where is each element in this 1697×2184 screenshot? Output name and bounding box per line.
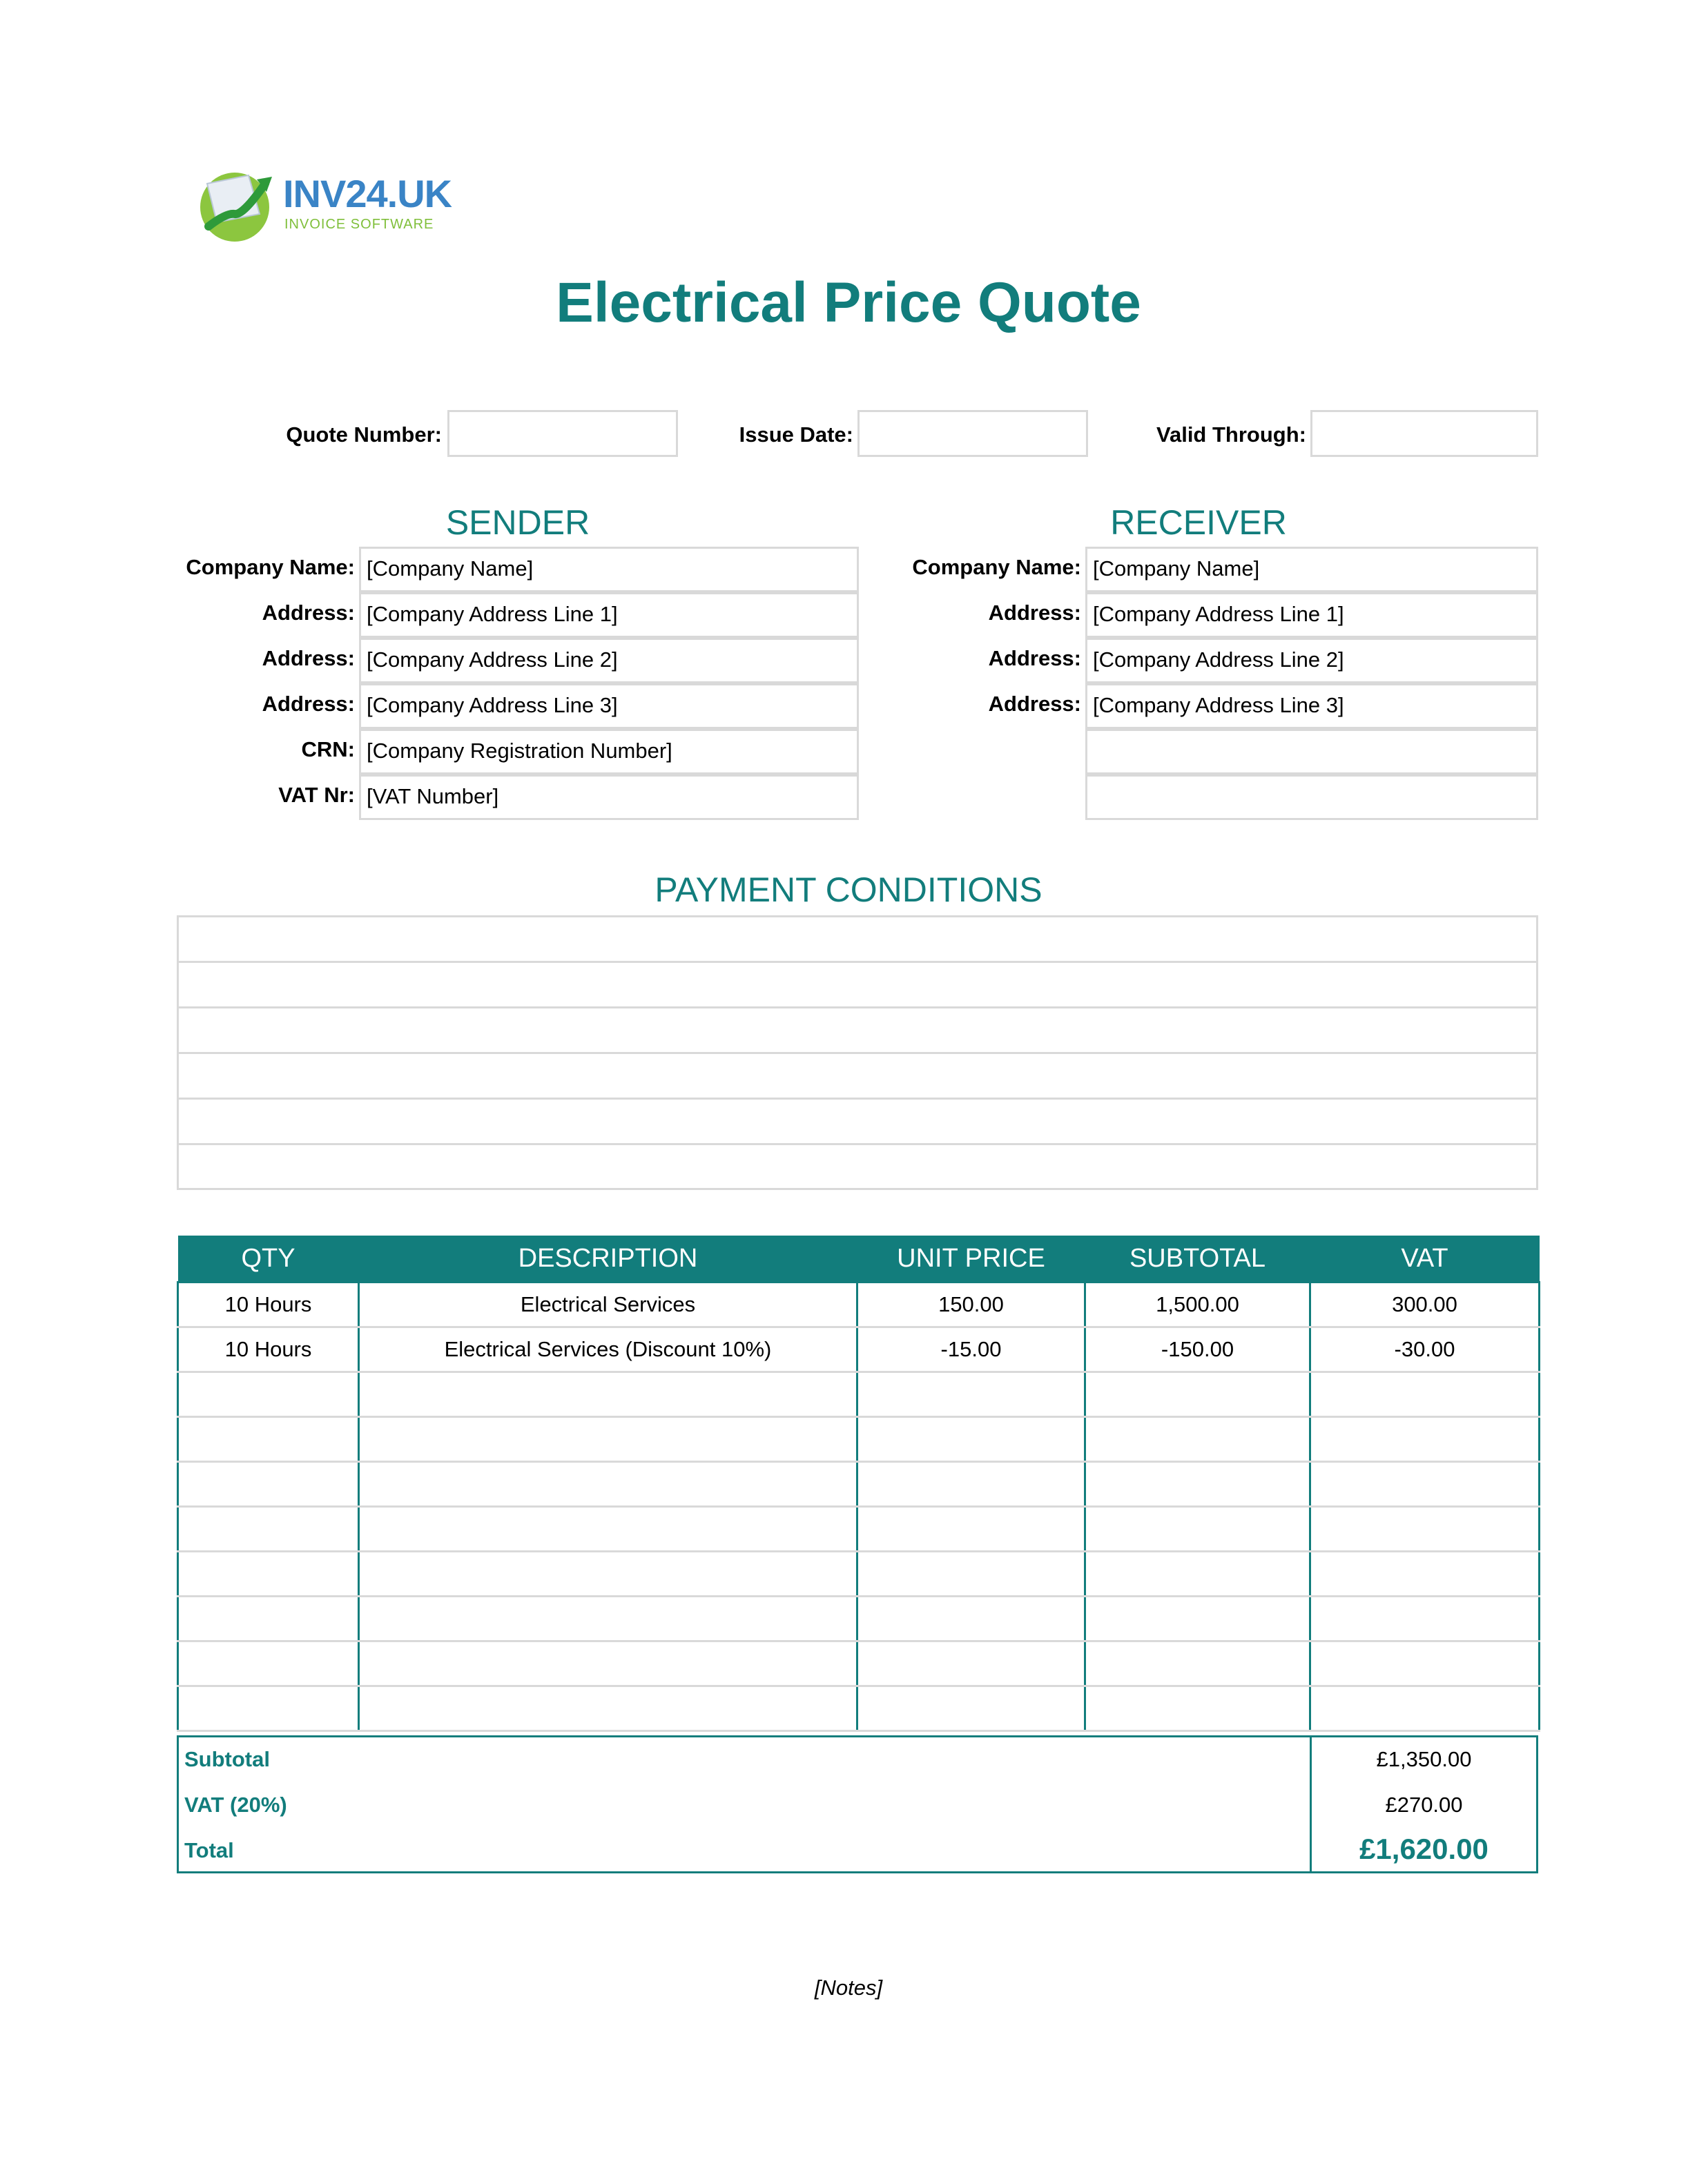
cell-vat[interactable] <box>1310 1507 1540 1552</box>
cell-vat[interactable] <box>1310 1597 1540 1641</box>
document-title: Electrical Price Quote <box>556 271 1141 334</box>
cell-description[interactable] <box>359 1507 857 1552</box>
cell-vat[interactable]: 300.00 <box>1310 1283 1540 1327</box>
issue-date-label: Issue Date: <box>739 422 853 447</box>
cell-description[interactable] <box>359 1641 857 1686</box>
header-description: DESCRIPTION <box>359 1236 857 1283</box>
vat-total-value: £270.00 <box>1385 1793 1463 1817</box>
payment-row-divider <box>179 1098 1536 1100</box>
cell-qty[interactable] <box>178 1417 359 1462</box>
table-row <box>178 1597 1540 1641</box>
receiver-row-field[interactable]: [Company Address Line 3] <box>1085 683 1538 729</box>
cell-unit-price[interactable] <box>857 1507 1085 1552</box>
cell-unit-price[interactable] <box>857 1462 1085 1507</box>
cell-unit-price[interactable] <box>857 1597 1085 1641</box>
valid-through-field[interactable] <box>1310 410 1538 457</box>
totals-box <box>177 1735 1538 1873</box>
cell-description[interactable] <box>359 1462 857 1507</box>
cell-subtotal[interactable] <box>1085 1597 1310 1641</box>
header-subtotal: SUBTOTAL <box>1085 1236 1310 1283</box>
header-vat: VAT <box>1310 1236 1540 1283</box>
receiver-row-label: Address: <box>988 646 1081 670</box>
sender-row-label: Company Name: <box>186 555 355 579</box>
payment-row-divider <box>179 1006 1536 1008</box>
table-row <box>178 1507 1540 1552</box>
table-row <box>178 1641 1540 1686</box>
cell-unit-price[interactable] <box>857 1641 1085 1686</box>
sender-row-label: Address: <box>262 601 355 625</box>
cell-description[interactable] <box>359 1597 857 1641</box>
payment-row-divider <box>179 961 1536 963</box>
receiver-row-field[interactable]: [Company Address Line 1] <box>1085 592 1538 638</box>
receiver-row-label: Address: <box>988 692 1081 716</box>
items-header-row <box>178 1236 1540 1283</box>
payment-conditions-box[interactable] <box>177 915 1538 1190</box>
subtotal-value: £1,350.00 <box>1376 1747 1472 1771</box>
logo-emblem-icon <box>193 164 280 244</box>
receiver-heading: RECEIVER <box>1110 503 1287 542</box>
cell-vat[interactable]: -30.00 <box>1310 1327 1540 1372</box>
cell-qty[interactable] <box>178 1462 359 1507</box>
cell-subtotal[interactable] <box>1085 1552 1310 1597</box>
cell-subtotal[interactable] <box>1085 1507 1310 1552</box>
sender-row-label: Address: <box>262 646 355 670</box>
cell-unit-price[interactable] <box>857 1372 1085 1417</box>
receiver-row-label: Company Name: <box>912 555 1081 579</box>
cell-subtotal[interactable] <box>1085 1462 1310 1507</box>
cell-vat[interactable] <box>1310 1462 1540 1507</box>
company-logo <box>193 164 452 247</box>
cell-qty[interactable] <box>178 1597 359 1641</box>
quote-number-label: Quote Number: <box>286 422 442 447</box>
cell-description[interactable]: Electrical Services <box>359 1283 857 1327</box>
cell-subtotal[interactable] <box>1085 1641 1310 1686</box>
receiver-row-field[interactable]: [Company Name] <box>1085 547 1538 592</box>
grand-total-label: Total <box>184 1838 234 1862</box>
cell-unit-price[interactable] <box>857 1417 1085 1462</box>
cell-vat[interactable] <box>1310 1686 1540 1731</box>
cell-unit-price[interactable] <box>857 1686 1085 1731</box>
receiver-row-label: Address: <box>988 601 1081 625</box>
grand-total-value: £1,620.00 <box>1359 1833 1488 1865</box>
cell-subtotal[interactable] <box>1085 1417 1310 1462</box>
logo-tagline: INVOICE SOFTWARE <box>284 217 434 232</box>
sender-row-label: VAT Nr: <box>278 783 355 807</box>
cell-qty[interactable] <box>178 1641 359 1686</box>
cell-description[interactable] <box>359 1417 857 1462</box>
notes-text: [Notes] <box>814 1976 883 2000</box>
table-row <box>178 1417 1540 1462</box>
payment-conditions-heading: PAYMENT CONDITIONS <box>654 870 1043 909</box>
cell-description[interactable] <box>359 1552 857 1597</box>
cell-subtotal[interactable]: 1,500.00 <box>1085 1283 1310 1327</box>
subtotal-label: Subtotal <box>184 1747 270 1771</box>
payment-row-divider <box>179 1052 1536 1054</box>
table-row <box>178 1327 1540 1372</box>
cell-description[interactable] <box>359 1686 857 1731</box>
table-row <box>178 1372 1540 1417</box>
cell-subtotal[interactable]: -150.00 <box>1085 1327 1310 1372</box>
sender-row-field[interactable]: [VAT Number] <box>359 774 859 820</box>
cell-subtotal[interactable] <box>1085 1372 1310 1417</box>
sender-row-field[interactable]: [Company Name] <box>359 547 859 592</box>
cell-qty[interactable] <box>178 1507 359 1552</box>
sender-row-field[interactable]: [Company Address Line 3] <box>359 683 859 729</box>
sender-heading: SENDER <box>445 503 590 542</box>
table-row <box>178 1462 1540 1507</box>
cell-unit-price[interactable]: 150.00 <box>857 1283 1085 1327</box>
sender-row-field[interactable]: [Company Address Line 2] <box>359 638 859 683</box>
cell-description[interactable]: Electrical Services (Discount 10%) <box>359 1327 857 1372</box>
cell-vat[interactable] <box>1310 1552 1540 1597</box>
cell-unit-price[interactable]: -15.00 <box>857 1327 1085 1372</box>
cell-vat[interactable] <box>1310 1417 1540 1462</box>
receiver-row-field[interactable] <box>1085 729 1538 774</box>
cell-qty[interactable]: 10 Hours <box>178 1327 359 1372</box>
receiver-row-field[interactable]: [Company Address Line 2] <box>1085 638 1538 683</box>
sender-row-field[interactable]: [Company Registration Number] <box>359 729 859 774</box>
sender-row-label: CRN: <box>301 737 355 761</box>
table-row <box>178 1283 1540 1327</box>
sender-row-label: Address: <box>262 692 355 716</box>
header-unit-price: UNIT PRICE <box>857 1236 1085 1283</box>
cell-description[interactable] <box>359 1372 857 1417</box>
cell-qty[interactable] <box>178 1686 359 1731</box>
payment-row-divider <box>179 1143 1536 1145</box>
table-row <box>178 1552 1540 1597</box>
cell-vat[interactable] <box>1310 1641 1540 1686</box>
header-qty: QTY <box>178 1236 359 1283</box>
cell-unit-price[interactable] <box>857 1552 1085 1597</box>
cell-subtotal[interactable] <box>1085 1686 1310 1731</box>
issue-date-field[interactable] <box>857 410 1088 457</box>
table-row <box>178 1686 1540 1731</box>
receiver-row-field[interactable] <box>1085 774 1538 820</box>
logo-brand-text: INV24.UK <box>283 172 452 215</box>
cell-vat[interactable] <box>1310 1372 1540 1417</box>
vat-total-label: VAT (20%) <box>184 1793 287 1817</box>
sender-row-field[interactable]: [Company Address Line 1] <box>359 592 859 638</box>
quote-number-field[interactable] <box>447 410 678 457</box>
valid-through-label: Valid Through: <box>1156 422 1306 447</box>
cell-qty[interactable] <box>178 1552 359 1597</box>
items-table <box>177 1236 1538 1732</box>
cell-qty[interactable]: 10 Hours <box>178 1283 359 1327</box>
cell-qty[interactable] <box>178 1372 359 1417</box>
